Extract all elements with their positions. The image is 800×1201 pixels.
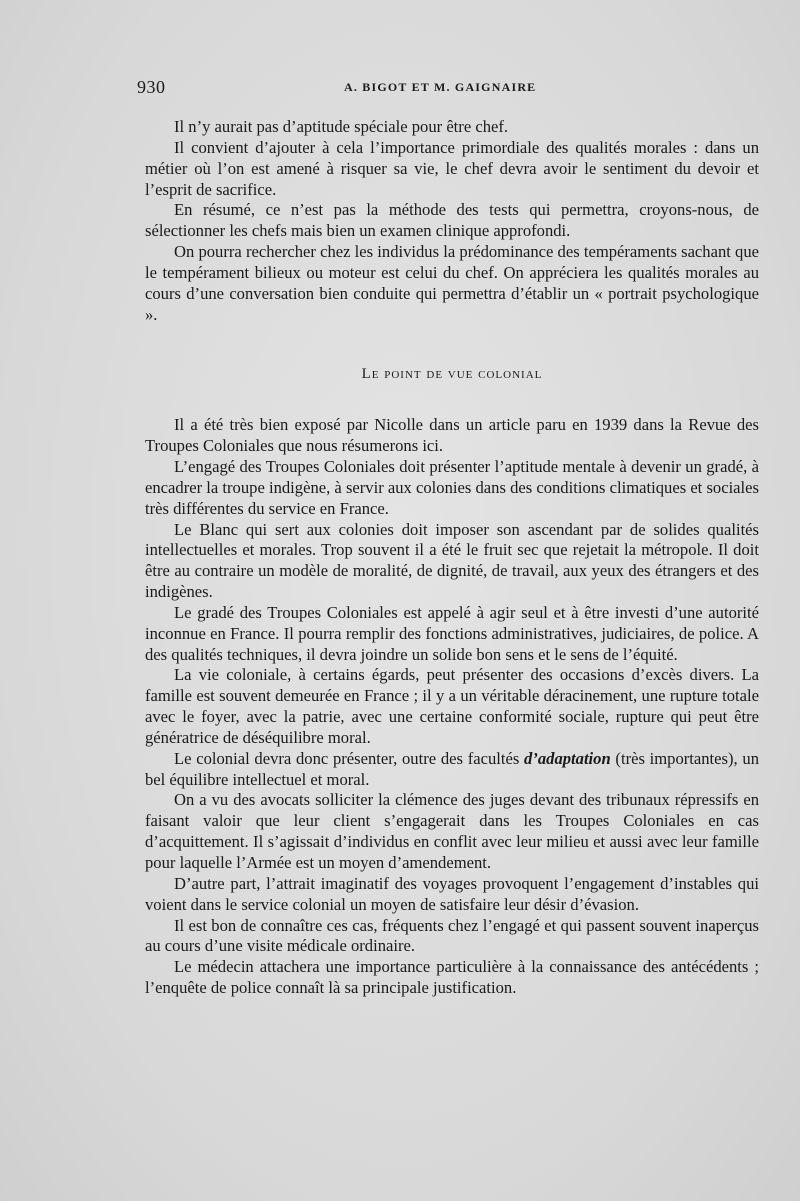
running-header [137,77,707,101]
paragraph: Il convient d’ajouter à cela l’importance primordiale des qualités morales : dans un métier où l’on est amené à risquer sa vie, le chef devra avoir le sentiment du devoir et l’esprit de sacrifice. [145,137,759,199]
paragraph: D’autre part, l’attrait imaginatif des voyages provoquent l’engagement d’instables qui voient dans le service colonial un moyen de satisfaire leur désir d’évasion. [145,873,759,914]
paragraph: L’engagé des Troupes Coloniales doit présenter l’aptitude mentale à devenir un gradé, à encadrer la troupe indigène, à servir aux colonies dans des conditions climatiques et sociales très différentes du service en France. [145,456,759,518]
paragraph: On a vu des avocats solliciter la clémence des juges devant des tribunaux répressifs en faisant valoir que leur client s’engagerait dans les Troupes Coloniales en cas d’acquittement. Il s’agissait d’individus en conflit avec leur milieu et aussi avec leur famille pour laquelle l’Armée est un moyen d’amendement. [145,790,759,872]
paragraph: En résumé, ce n’est pas la méthode des tests qui permettra, croyons-nous, de sélectionner les chefs mais bien un examen clinique approfondi. [145,200,759,241]
paragraph: Le Blanc qui sert aux colonies doit imposer son ascendant par de solides qualités intellectuelles et morales. Trop souvent il a été le fruit sec que rejetait la métropole. Il doit être au contraire un modèle de moralité, de dignité, de travail, aux yeux des étrangers et des indigènes. [145,519,759,602]
emphasized-term: d’adaptation [524,748,611,768]
paragraph-adaptation [145,749,759,791]
paragraph: Il est bon de connaître ces cas, fréquents chez l’engagé et qui passent souvent inaperçus au cours d’une visite médicale ordinaire. [145,915,759,956]
paragraph: Le gradé des Troupes Coloniales est appelé à agir seul et à être investi d’une autorité inconnue en France. Il pourra remplir des fonctions administratives, judiciaires, de police. A des qualités techniques, il devra joindre un solide bon sens et le sens de l’équité. [145,602,759,664]
paragraph: La vie coloniale, à certains égards, peut présenter des occasions d’excès divers. La famille est souvent demeurée en France ; il y a un véritable déracinement, une rupture totale avec le foyer, avec la patrie, avec une certaine conformité sociale, rupture qui peut être génératrice de déséquilibre moral. [145,665,759,747]
paragraph: Il a été très bien exposé par Nicolle dans un article paru en 1939 dans la Revue des Troupes Coloniales que nous résumerons ici. [145,415,759,456]
body-text [145,117,759,999]
running-title: A. BIGOT ET M. GAIGNAIRE [344,80,537,94]
text-segment: Le colonial devra donc présenter, outre des facultés [174,748,525,768]
paragraph: Il n’y aurait pas d’aptitude spéciale pour être chef. [174,117,509,136]
page-number: 930 [137,77,166,97]
paragraph: Le médecin attachera une importance particulière à la connaissance des antécédents ; l’enquête de police connaît là sa principale justification. [145,957,759,998]
paragraph: On pourra rechercher chez les individus la prédominance des tempéraments sachant que le tempérament bilieux ou moteur est celui du chef. On appréciera les qualités morales au cours d’une conversation bien conduite qui permettra d’établir un « portrait psychologique ». [145,242,759,324]
text-segment: (très importantes), un bel équilibre intellectuel et moral. [145,748,759,789]
section-heading: Le point de vue colonial [361,366,543,383]
